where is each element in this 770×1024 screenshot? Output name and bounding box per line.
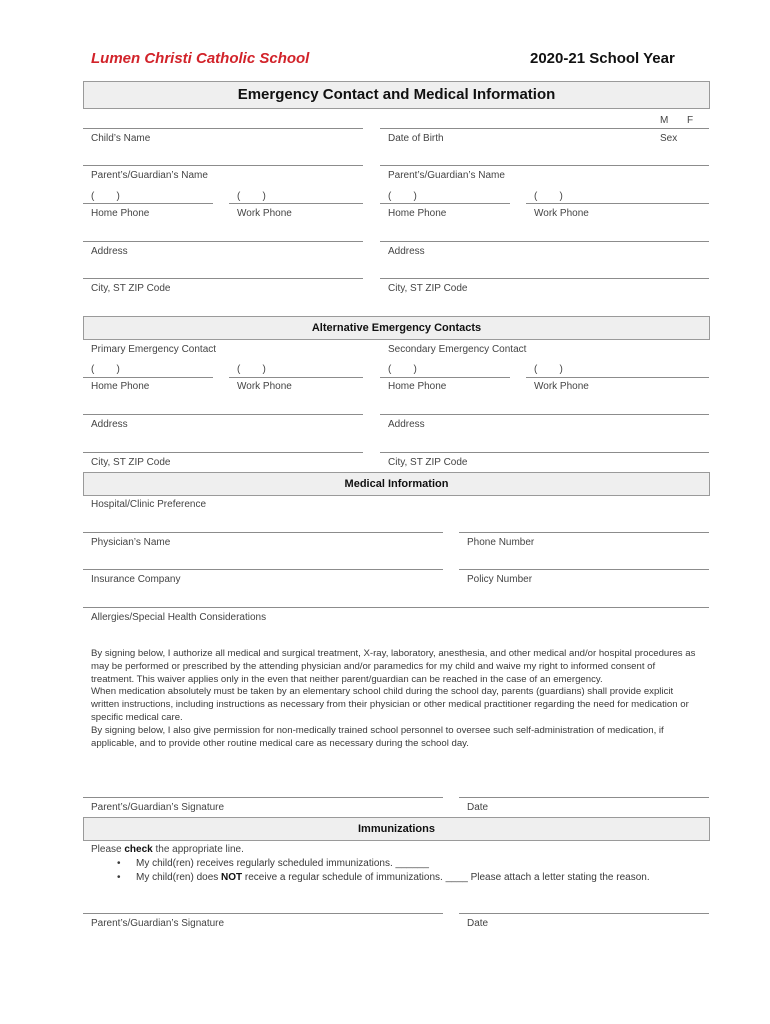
school-year: 2020-21 School Year (530, 50, 675, 67)
a1-work-paren: ( ) (237, 364, 266, 375)
guardian2-name-label: Parent’s/Guardian’s Name (388, 170, 505, 181)
a1-work-phone-line[interactable] (229, 377, 363, 378)
g1-home-phone-line[interactable] (83, 203, 213, 204)
consent-text (91, 648, 701, 750)
a1-city-label: City, ST ZIP Code (91, 457, 171, 468)
date-label-1: Date (467, 802, 489, 813)
insurance-label: Insurance Company (91, 574, 181, 585)
sex-f-label: F (687, 115, 694, 126)
g2-work-phone-line[interactable] (526, 203, 709, 204)
a2-address-line[interactable] (380, 414, 709, 415)
g1-address-label: Address (91, 246, 128, 257)
a1-home-phone-label: Home Phone (91, 381, 150, 392)
signature-label-2: Parent’s/Guardian’s Signature (91, 918, 225, 929)
g1-home-paren: ( ) (91, 191, 120, 202)
allergies-line[interactable] (83, 607, 709, 608)
g1-city-label: City, ST ZIP Code (91, 283, 171, 294)
medical-info-header: Medical Information (83, 472, 710, 496)
child-name-label: Child’s Name (91, 133, 151, 144)
form-title: Emergency Contact and Medical Information (83, 81, 710, 109)
a2-address-label: Address (388, 419, 425, 430)
instruction-pre: Please (91, 844, 125, 855)
date-line-1[interactable] (459, 797, 709, 798)
consent-paragraph-3: By signing below, I also give permission for non-medically trained school personnel to oversee such self-administration of medication, if applicable, and to provide other routine medical care as necessary during the school day. (91, 724, 664, 749)
immunizations-header: Immunizations (83, 817, 710, 841)
dob-label: Date of Birth (388, 133, 444, 144)
child-name-line[interactable] (83, 128, 363, 129)
immunization-option-no[interactable] (136, 872, 650, 883)
g2-address-line[interactable] (380, 241, 709, 242)
secondary-contact-label: Secondary Emergency Contact (388, 344, 527, 355)
a2-work-phone-label: Work Phone (534, 381, 589, 392)
g1-work-phone-label: Work Phone (237, 208, 292, 219)
primary-contact-label: Primary Emergency Contact (91, 344, 217, 355)
allergies-label: Allergies/Special Health Considerations (91, 612, 267, 623)
phone-number-label: Phone Number (467, 537, 535, 548)
g2-work-phone-label: Work Phone (534, 208, 589, 219)
g2-home-paren: ( ) (388, 191, 417, 202)
signature-label-1: Parent’s/Guardian’s Signature (91, 802, 225, 813)
alt-contacts-header: Alternative Emergency Contacts (83, 316, 710, 340)
g2-home-phone-label: Home Phone (388, 208, 447, 219)
guardian2-name-line[interactable] (380, 165, 709, 166)
consent-paragraph-2: When medication absolutely must be taken by an elementary school child during the school day, parents (guardians) shall provide explicit written instructions, including instructions as necessary from their physician or other medical practitioner regarding the need for medication or specific medical care. (91, 686, 689, 723)
a2-work-phone-line[interactable] (526, 377, 709, 378)
g2-city-line[interactable] (380, 278, 709, 279)
a1-home-phone-line[interactable] (83, 377, 213, 378)
signature-line-2[interactable] (83, 913, 443, 914)
guardian1-name-label: Parent’s/Guardian’s Name (91, 170, 208, 181)
phone-number-line[interactable] (459, 532, 709, 533)
policy-label: Policy Number (467, 574, 533, 585)
signature-line-1[interactable] (83, 797, 443, 798)
immunizations-instruction (91, 844, 244, 855)
physician-line[interactable] (83, 532, 443, 533)
insurance-line[interactable] (83, 569, 443, 570)
a2-city-line[interactable] (380, 452, 709, 453)
a2-home-paren: ( ) (388, 364, 417, 375)
g2-city-label: City, ST ZIP Code (388, 283, 468, 294)
hospital-label: Hospital/Clinic Preference (91, 499, 207, 510)
consent-paragraph-1: By signing below, I authorize all medical and surgical treatment, X-ray, laboratory, anesthesia, and other medical and/or hospital procedures as may be performed or prescribed by the attending physician and/or paramedics for my child and waive my right to informed consent of treatment. This waiver applies only in the even that neither parent/guardian can be reached in the case of an emergency. (91, 648, 696, 685)
sex-m-label: M (660, 115, 669, 126)
a1-work-phone-label: Work Phone (237, 381, 292, 392)
policy-line[interactable] (459, 569, 709, 570)
a1-address-line[interactable] (83, 414, 363, 415)
option-no-pre: My child(ren) does (136, 872, 222, 883)
a2-home-phone-label: Home Phone (388, 381, 447, 392)
bullet-icon: • (117, 872, 121, 883)
g1-city-line[interactable] (83, 278, 363, 279)
bullet-icon: • (117, 858, 121, 869)
school-name: Lumen Christi Catholic School (91, 50, 310, 67)
instruction-post: the appropriate line. (152, 844, 244, 855)
physician-label: Physician’s Name (91, 537, 171, 548)
a2-work-paren: ( ) (534, 364, 563, 375)
a1-address-label: Address (91, 419, 128, 430)
g1-home-phone-label: Home Phone (91, 208, 150, 219)
option-no-post: receive a regular schedule of immunizations. ____ Please attach a letter stating the reason. (242, 872, 650, 883)
dob-line[interactable] (380, 128, 709, 129)
a1-city-line[interactable] (83, 452, 363, 453)
guardian1-name-line[interactable] (83, 165, 363, 166)
g2-address-label: Address (388, 246, 425, 257)
g2-work-paren: ( ) (534, 191, 563, 202)
g1-address-line[interactable] (83, 241, 363, 242)
a1-home-paren: ( ) (91, 364, 120, 375)
immunization-option-yes[interactable]: My child(ren) receives regularly scheduled immunizations. ______ (136, 858, 429, 869)
date-line-2[interactable] (459, 913, 709, 914)
g2-home-phone-line[interactable] (380, 203, 510, 204)
option-no-bold: NOT (221, 872, 243, 883)
a2-home-phone-line[interactable] (380, 377, 510, 378)
g1-work-phone-line[interactable] (229, 203, 363, 204)
date-label-2: Date (467, 918, 489, 929)
a2-city-label: City, ST ZIP Code (388, 457, 468, 468)
sex-label: Sex (660, 133, 678, 144)
g1-work-paren: ( ) (237, 191, 266, 202)
instruction-bold: check (124, 844, 153, 855)
